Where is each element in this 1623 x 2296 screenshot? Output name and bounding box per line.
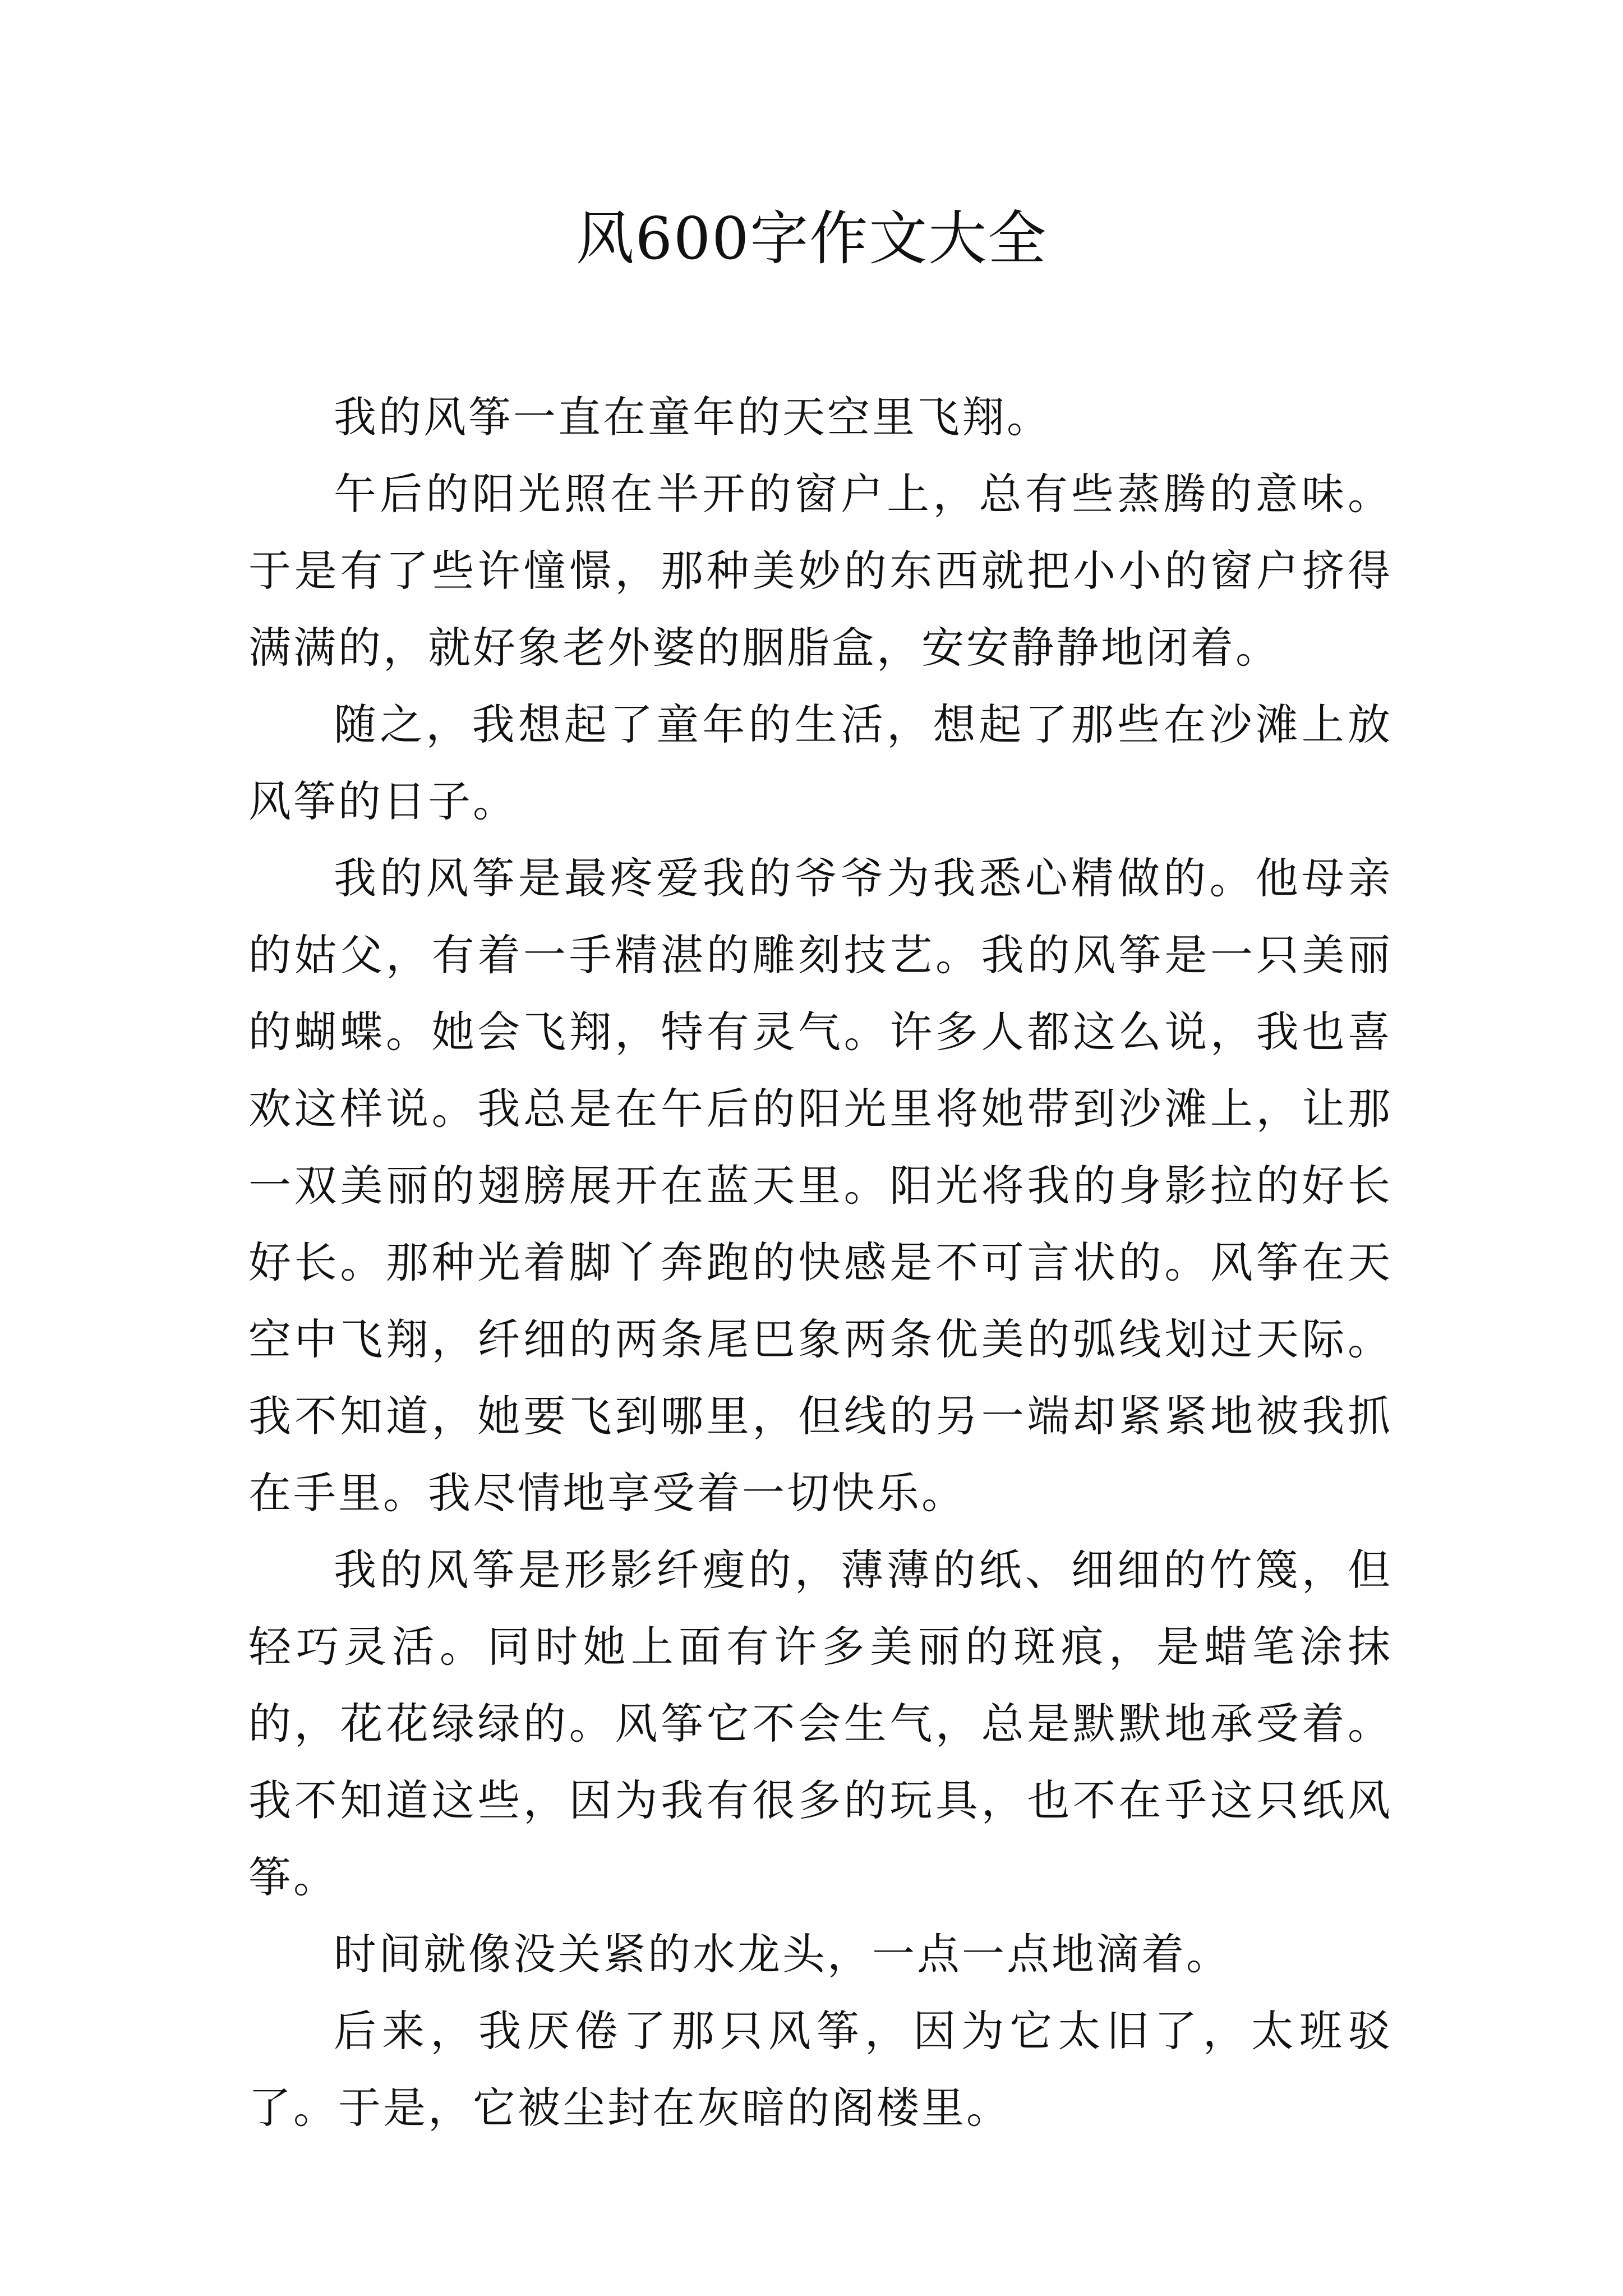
paragraph-1: 我的风筝一直在童年的天空里飞翔。 [334,392,1052,442]
paragraph-6: 时间就像没关紧的水龙头，一点一点地滴着。 [334,1929,1231,1979]
paragraph-3: 随之，我想起了童年的生活，想起了那些在沙滩上放风筝的日子。 [248,700,1393,826]
paragraph-5: 我的风筝是形影纤瘦的，薄薄的纸、细细的竹篾，但轻巧灵活。同时她上面有许多美丽的斑痕，是蜡笔涂抹的，花花绿绿的。风筝它不会生气，总是默默地承受着。我不知道这些，因为我有很多的玩具，也不在乎这只纸风筝。 [248,1545,1393,1902]
document-title: 风600字作文大全 [575,204,1048,273]
document-body [248,379,1393,2146]
paragraph-2: 午后的阳光照在半开的窗户上，总有些蒸腾的意味。于是有了些许憧憬，那种美妙的东西就把小小的窗户挤得满满的，就好象老外婆的胭脂盒，安安静静地闭着。 [248,469,1393,673]
paragraph-4: 我的风筝是最疼爱我的爷爷为我悉心精做的。他母亲的姑父，有着一手精湛的雕刻技艺。我的风筝是一只美丽的蝴蝶。她会飞翔，特有灵气。许多人都这么说，我也喜欢这样说。我总是在午后的阳光里将她带到沙滩上，让那一双美丽的翅膀展开在蓝天里。阳光将我的身影拉的好长好长。那种光着脚丫奔跑的快感是不可言状的。风筝在天空中飞翔，纤细的两条尾巴象两条优美的弧线划过天际。我不知道，她要飞到哪里，但线的另一端却紧紧地被我抓在手里。我尽情地享受着一切快乐。 [248,853,1393,1518]
paragraph-7: 后来，我厌倦了那只风筝，因为它太旧了，太班驳了。于是，它被尘封在灰暗的阁楼里。 [248,2006,1393,2133]
